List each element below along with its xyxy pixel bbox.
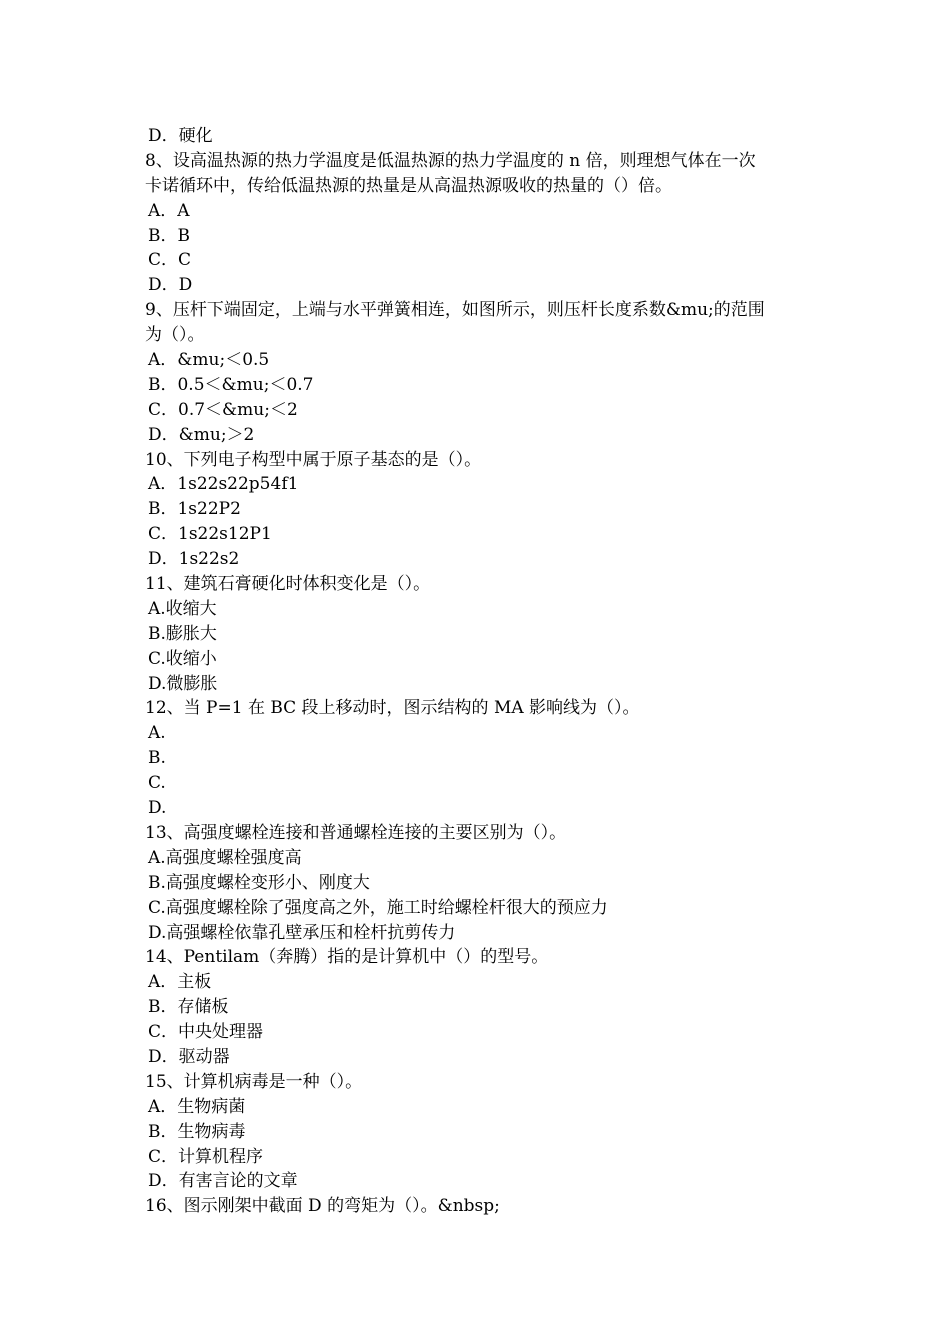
answer-option: D．驱动器 [148,1046,230,1067]
answer-option: D．有害言论的文章 [148,1171,298,1192]
answer-option: D.高强螺栓依靠孔壁承压和栓杆抗剪传力 [148,922,456,943]
answer-option: B．0.5＜&mu;＜0.7 [148,374,314,395]
answer-option: B．存储板 [148,997,229,1018]
answer-option: D．1s22s2 [148,549,240,570]
question-list [145,124,815,1219]
question-text: 为（）。 [145,325,205,346]
question-text: 9、压杆下端固定，上端与水平弹簧相连，如图所示，则压杆长度系数&mu;的范围 [145,300,765,321]
answer-option: A．1s22s22p54f1 [148,474,299,495]
answer-option: C.收缩小 [148,648,217,669]
answer-option: C．C [148,250,192,271]
answer-option: D．硬化 [148,126,213,146]
answer-option: A．A [148,200,190,221]
answer-option: A. [148,723,166,744]
question-text: 16、图示刚架中截面 D 的弯矩为（）。&nbsp; [145,1196,500,1217]
answer-option: C．计算机程序 [148,1146,264,1167]
answer-option: A.高强度螺栓强度高 [148,847,302,868]
answer-option: B．1s22P2 [148,499,241,520]
answer-option: A．主板 [148,972,212,993]
question-text: 10、下列电子构型中属于原子基态的是（）。 [145,449,482,470]
answer-option: D．&mu;＞2 [148,424,255,445]
question-text: 11、建筑石膏硬化时体积变化是（）。 [145,574,431,595]
answer-option: C．0.7＜&mu;＜2 [148,399,298,420]
answer-option: C．1s22s12P1 [148,524,272,545]
question-text: 卡诺循环中，传给低温热源的热量是从高温热源吸收的热量的（）倍。 [145,175,672,196]
answer-option: B. [148,748,166,769]
answer-option: D. [148,798,167,819]
question-text: 12、当 P=1 在 BC 段上移动时，图示结构的 MA 影响线为（）。 [145,698,640,719]
answer-option: C．中央处理器 [148,1022,264,1043]
answer-option: B.高强度螺栓变形小、刚度大 [148,872,370,893]
answer-option: D.微膨胀 [148,673,218,694]
question-text: 14、Pentilam（奔腾）指的是计算机中（）的型号。 [145,947,549,968]
question-text: 8、设高温热源的热力学温度是低温热源的热力学温度的 n 倍，则理想气体在一次 [145,150,756,171]
answer-option: A.收缩大 [148,598,217,619]
answer-option: A．生物病菌 [148,1096,246,1117]
question-text: 13、高强度螺栓连接和普通螺栓连接的主要区别为（）。 [145,822,567,843]
answer-option: D．D [148,275,193,296]
answer-option: B．生物病毒 [148,1121,246,1142]
answer-option: B.膨胀大 [148,623,217,644]
question-text: 15、计算机病毒是一种（）。 [145,1071,363,1092]
answer-option: C.高强度螺栓除了强度高之外，施工时给螺栓杆很大的预应力 [148,897,608,918]
answer-option: A．&mu;＜0.5 [148,350,270,371]
answer-option: B．B [148,225,190,246]
answer-option: C. [148,773,166,794]
document-page [145,124,815,1219]
